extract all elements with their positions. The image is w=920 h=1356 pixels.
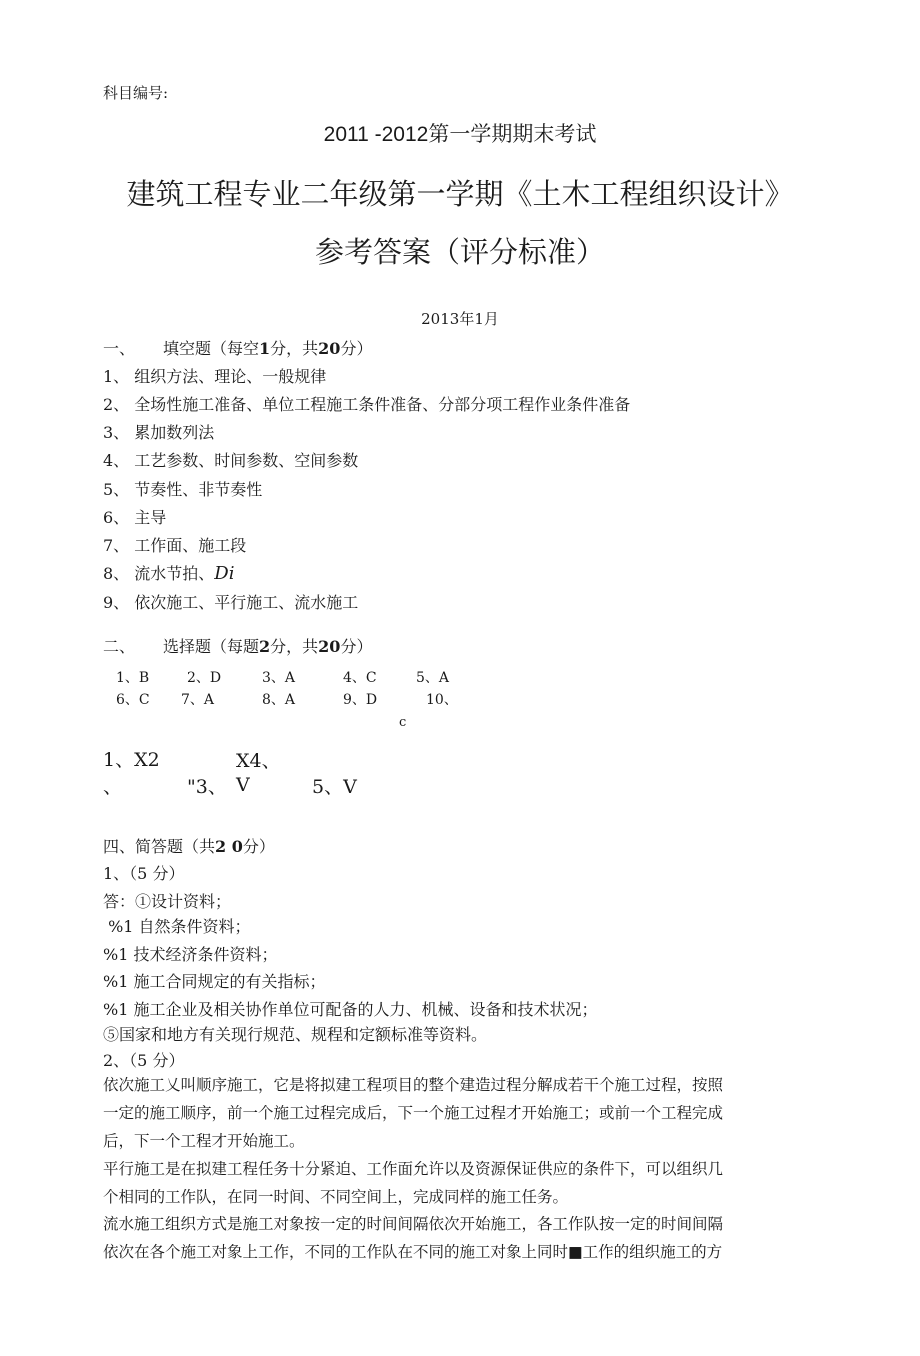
fill-answer-1: 1、 组织方法、理论、一般规律 [103, 367, 327, 386]
q2-paragraph-parallel: 平行施工是在拟建工程任务十分紧迫、工作面允许以及资源保证供应的条件下，可以组织几 个相同的工作队，在同一时间、不同空间上，完成同样的施工任务。 [103, 1160, 724, 1206]
choice-answer-3: 3、A [262, 670, 296, 686]
judge-answer-3: "3、 [187, 776, 227, 798]
subject-code-label: 科目编号: [103, 84, 169, 102]
choice-answer-6: 6、C [116, 692, 150, 708]
choice-answer-10: 10、 [426, 692, 458, 708]
fill-answer-7: 7、 工作面、施工段 [103, 536, 247, 555]
q1-answer-line: %1 自然条件资料； [103, 917, 251, 936]
question2-heading: 2、（5 分） [103, 1051, 185, 1070]
judge-answer-5: 5、V [312, 776, 357, 798]
judge-separator: 、 [103, 776, 123, 798]
course-title: 建筑工程专业二年级第一学期《土木工程组织设计》 [126, 177, 794, 211]
section1-number: 一、 [103, 339, 136, 358]
section2-number: 二、 [103, 637, 136, 656]
section1-title: 填空题（每空1分，共20分） [163, 339, 373, 358]
q1-answer-line: 答：①设计资料； [103, 892, 232, 911]
section2-title: 选择题（每题2分，共20分） [163, 637, 373, 656]
q2-paragraph-flow: 流水施工组织方式是施工对象按一定的时间间隔依次开始施工，各工作队按一定的时间间隔 依次在各个施工对象上工作，不同的工作队在不同的施工对象上同时■工作的组织施工的方 [103, 1215, 724, 1261]
choice-answer-4: 4、C [343, 670, 377, 686]
choice-answer-8: 8、A [262, 692, 296, 708]
section4-title: 四、简答题（共2 0分） [103, 837, 275, 856]
fill-answer-3: 3、 累加数列法 [103, 423, 215, 442]
fill-answer-6: 6、 主导 [103, 508, 167, 527]
exam-title: 2011 -2012第一学期期末考试 [323, 123, 597, 146]
fill-answer-8: 8、 流水节拍、Di [103, 563, 235, 584]
judge-answer-4: X4、 [236, 750, 281, 772]
choice-answer-5: 5、A [416, 670, 450, 686]
choice-answer-9: 9、D [343, 692, 378, 708]
fill-answer-2: 2、 全场性施工准备、单位工程施工条件准备、分部分项工程作业条件准备 [103, 395, 631, 414]
choice-answer-7: 7、A [181, 692, 215, 708]
judge-answer-4-value: V [236, 774, 250, 796]
judge-answer-1-2: 1、X2 [103, 749, 160, 771]
doc-title: 参考答案（评分标准） [314, 235, 605, 269]
q1-answer-line: %1 技术经济条件资料； [103, 945, 278, 964]
question1-heading: 1、（5 分） [103, 864, 185, 883]
q1-answer-line: %1 施工合同规定的有关指标； [103, 972, 326, 991]
date: 2013年1月 [421, 310, 499, 328]
fill-answer-5: 5、 节奏性、非节奏性 [103, 480, 263, 499]
q1-answer-line: ⑤国家和地方有关现行规范、规程和定额标准等资料。 [103, 1025, 488, 1044]
choice-answer-10-value: c [399, 715, 407, 730]
choice-answer-1: 1、B [116, 670, 150, 686]
fill-answer-9: 9、 依次施工、平行施工、流水施工 [103, 593, 359, 612]
choice-answer-2: 2、D [187, 670, 222, 686]
q2-paragraph-sequential: 依次施工乂叫顺序施工，它是将拟建工程项目的整个建造过程分解成若干个施工过程，按照 一定的施工顺序，前一个施工过程完成后，下一个施工过程才开始施工；或前一个工程完成 后，下一个工程才开始施工。 [103, 1076, 724, 1150]
q1-answer-line: %1 施工企业及相关协作单位可配备的人力、机械、设备和技术状况； [103, 1000, 598, 1019]
fill-answer-4: 4、 工艺参数、时间参数、空间参数 [103, 451, 359, 470]
